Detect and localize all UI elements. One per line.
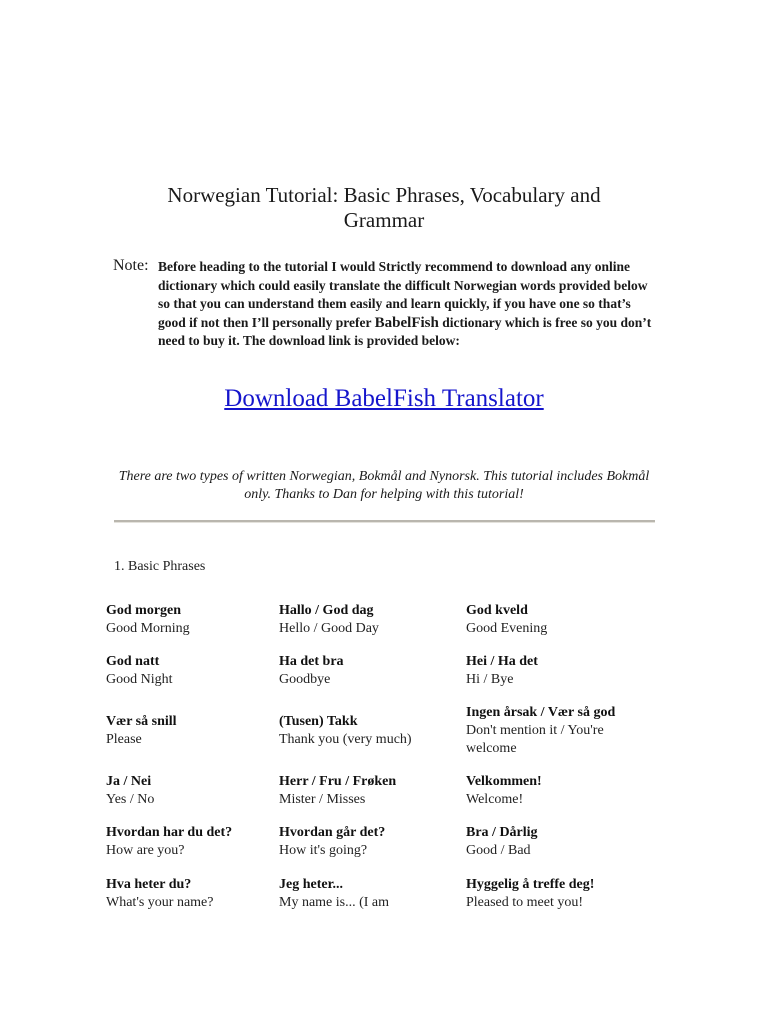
phrase-cell [279,876,459,912]
phrase-term: God morgen [106,603,182,618]
phrase-cell [106,602,276,638]
phrase-translation: Thank you (very much) [279,732,412,747]
phrase-cell [279,602,459,638]
phrase-translation: Hello / Good Day [279,621,379,636]
phrase-cell [279,653,459,689]
phrase-cell [466,824,646,860]
phrase-cell [106,876,276,912]
intro-text: There are two types of written Norwegian, Bokmål and Nynorsk. This tutorial includes Bokmål only. Thanks to Dan for helping with this tutorial! [118,469,650,502]
note-body [158,258,658,351]
phrase-translation: Goodbye [279,672,331,687]
note-text-after: dictionary which is free so you don’t need to buy it. The download link is provided below: [158,314,652,349]
phrase-term: Hvordan går det? [279,825,386,840]
phrase-translation: How are you? [106,843,185,858]
phrase-translation: Don't mention it / You're welcome [466,723,604,756]
phrase-term: Ha det bra [279,654,344,669]
phrase-cell [106,824,276,860]
phrase-term: Hallo / God dag [279,603,374,618]
note-label: Note: [113,257,149,274]
phrase-term: (Tusen) Takk [279,714,358,729]
phrase-term: Hyggelig å treffe deg! [466,877,595,892]
phrase-term: Hva heter du? [106,877,192,892]
phrase-cell [466,876,646,912]
phrase-translation: Good Night [106,672,173,687]
phrase-cell [106,773,276,809]
phrase-cell [466,704,646,758]
phrase-term: Velkommen! [466,774,542,789]
phrase-translation: Good Evening [466,621,548,636]
page-title: Norwegian Tutorial: Basic Phrases, Vocabulary and Grammar [167,183,601,232]
phrase-cell [466,653,646,689]
phrase-term: Jeg heter... [279,877,344,892]
phrase-cell [279,713,459,749]
phrase-translation: My name is... (I am [279,895,390,910]
phrase-term: Bra / Dårlig [466,825,538,840]
download-babelfish-link[interactable]: Download BabelFish Translator [224,385,544,412]
phrase-translation: Please [106,732,142,747]
phrase-cell [106,713,276,749]
section-heading: 1. Basic Phrases [114,559,206,574]
phrase-translation: Good Morning [106,621,190,636]
note-brand-name: BabelFish [374,314,439,331]
note-text-before: Before heading to the tutorial I would Strictly recommend to download any online dictionary which could easily translate the difficult Norwegian words provided below so that you can understand them easily and learn quickly, if you have one so that’s good if not then I’ll personally prefer [158,259,648,330]
horizontal-divider [114,520,655,523]
phrase-term: God kveld [466,603,528,618]
phrase-translation: What's your name? [106,895,214,910]
phrase-translation: Good / Bad [466,843,531,858]
phrase-term: Ingen årsak / Vær så god [466,705,616,720]
phrase-term: Herr / Fru / Frøken [279,774,397,789]
phrase-term: Vær så snill [106,714,177,729]
phrase-cell [279,773,459,809]
phrase-translation: Pleased to meet you! [466,895,584,910]
phrase-translation: Yes / No [106,792,155,807]
phrase-translation: Mister / Misses [279,792,366,807]
phrase-cell [466,773,646,809]
phrase-translation: Hi / Bye [466,672,514,687]
phrase-cell [279,824,459,860]
phrase-translation: Welcome! [466,792,524,807]
phrase-cell [466,602,646,638]
phrase-term: Hvordan har du det? [106,825,233,840]
phrase-term: God natt [106,654,160,669]
phrase-translation: How it's going? [279,843,368,858]
phrase-cell [106,653,276,689]
phrase-term: Hei / Ha det [466,654,538,669]
phrase-term: Ja / Nei [106,774,152,789]
